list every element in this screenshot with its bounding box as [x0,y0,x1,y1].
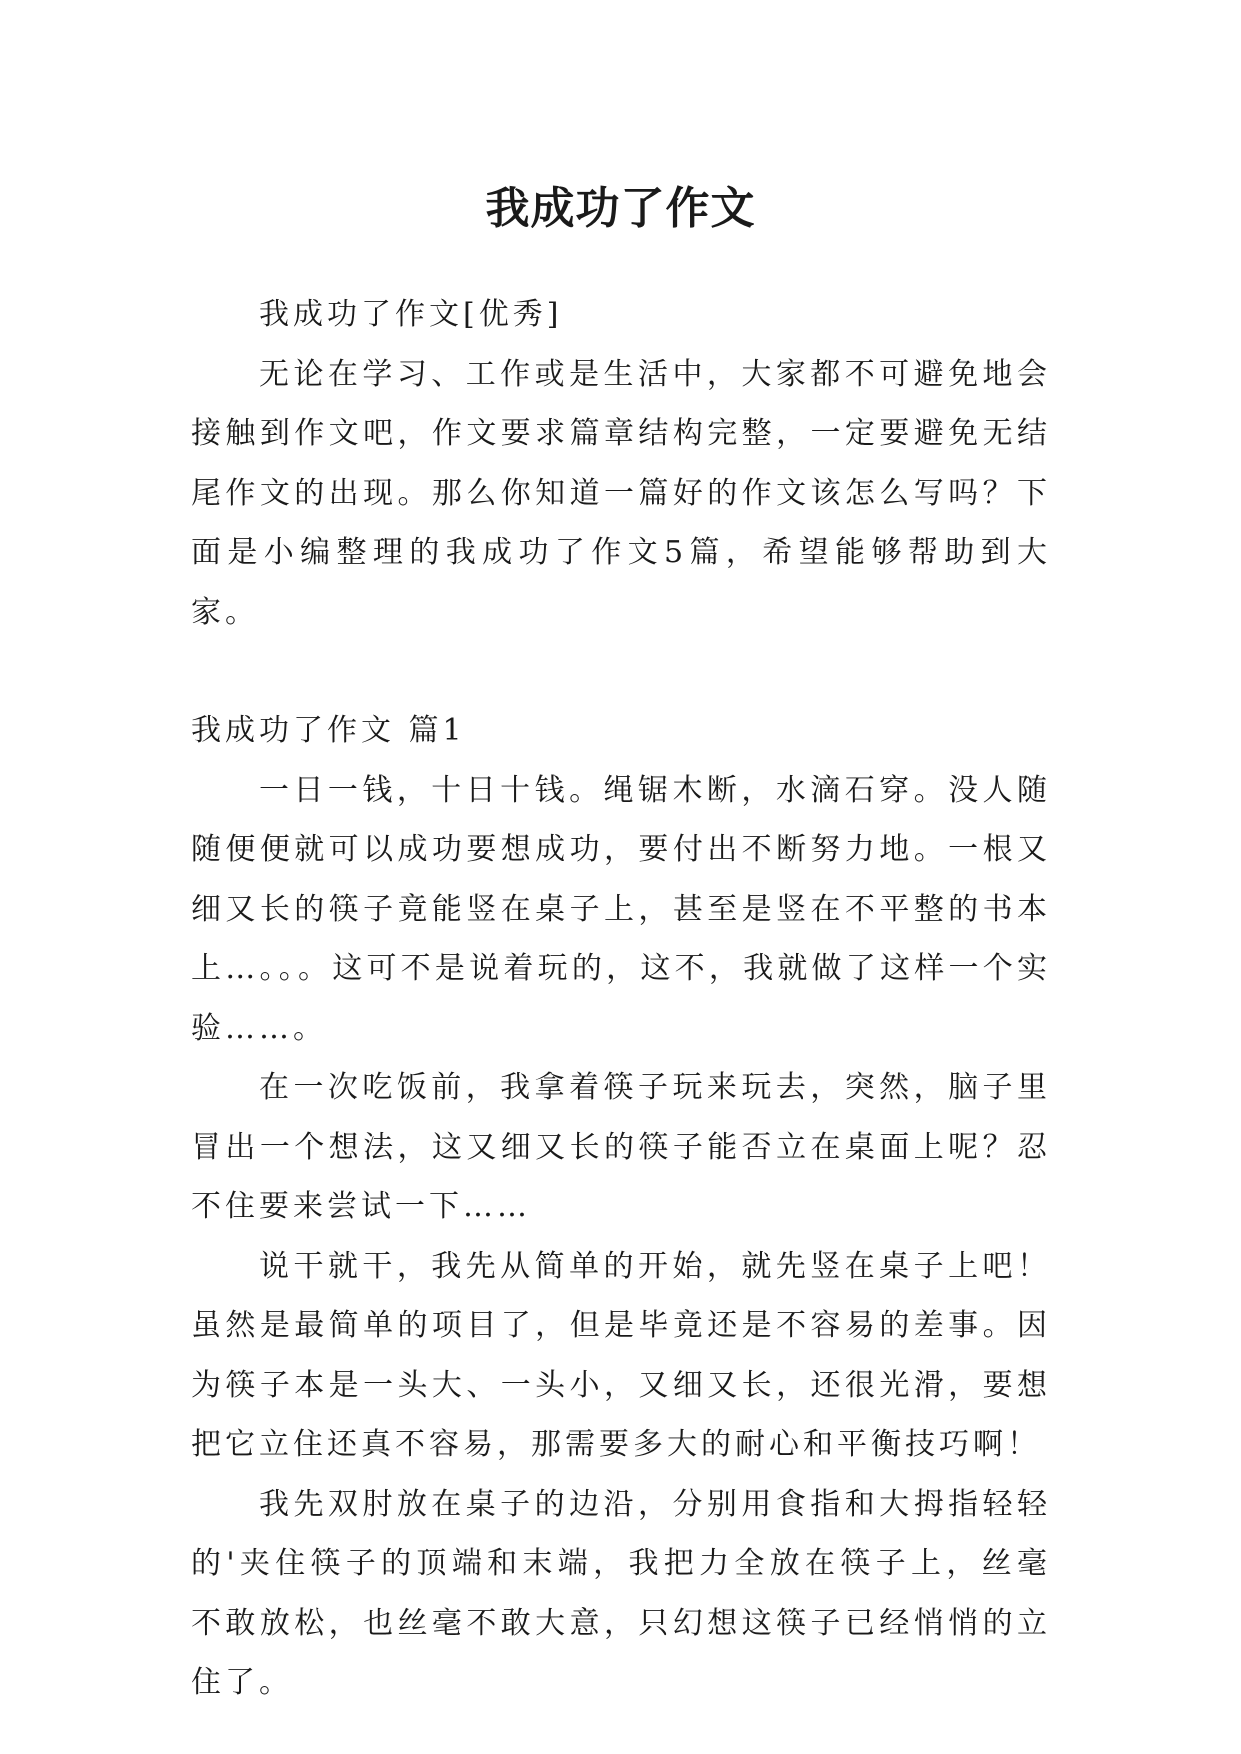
page-title: 我成功了作文 [485,183,756,235]
intro-paragraph: 无论在学习、工作或是生活中，大家都不可避免地会接触到作文吧，作文要求篇章结构完整，一定要避免无结尾作文的出现。那么你知道一篇好的作文该怎么写吗？下面是小编整理的我成功了作文5篇，希望能够帮助到大家。 [191,356,1051,630]
body-paragraph-3: 说干就干，我先从简单的开始，就先竖在桌子上吧！虽然是最简单的项目了，但是毕竟还是不容易的差事。因为筷子本是一头大、一头小，又细又长，还很光滑，要想把它立住还真不容易，那需要多大的耐心和平衡技巧啊！ [191,1248,1051,1462]
body-paragraph-1: 一日一钱，十日十钱。绳锯木断，水滴石穿。没人随随便便就可以成功要想成功，要付出不断努力地。一根又细又长的筷子竟能竖在桌子上，甚至是竖在不平整的书本上…。。。这可不是说着玩的，这不，我就做了这样一个实验……。 [191,772,1051,1046]
document-subtitle: 我成功了作文[优秀] [259,297,563,332]
body-paragraph-4: 我先双肘放在桌子的边沿，分别用食指和大拇指轻轻的'夹住筷子的顶端和末端，我把力全放在筷子上，丝毫不敢放松，也丝毫不敢大意，只幻想这筷子已经悄悄的立住了。 [191,1486,1051,1700]
section-heading: 我成功了作文 篇1 [191,713,466,748]
body-paragraph-2: 在一次吃饭前，我拿着筷子玩来玩去，突然，脑子里冒出一个想法，这又细又长的筷子能否立在桌面上呢？忍不住要来尝试一下…… [191,1070,1051,1224]
document-body [191,285,1051,1713]
